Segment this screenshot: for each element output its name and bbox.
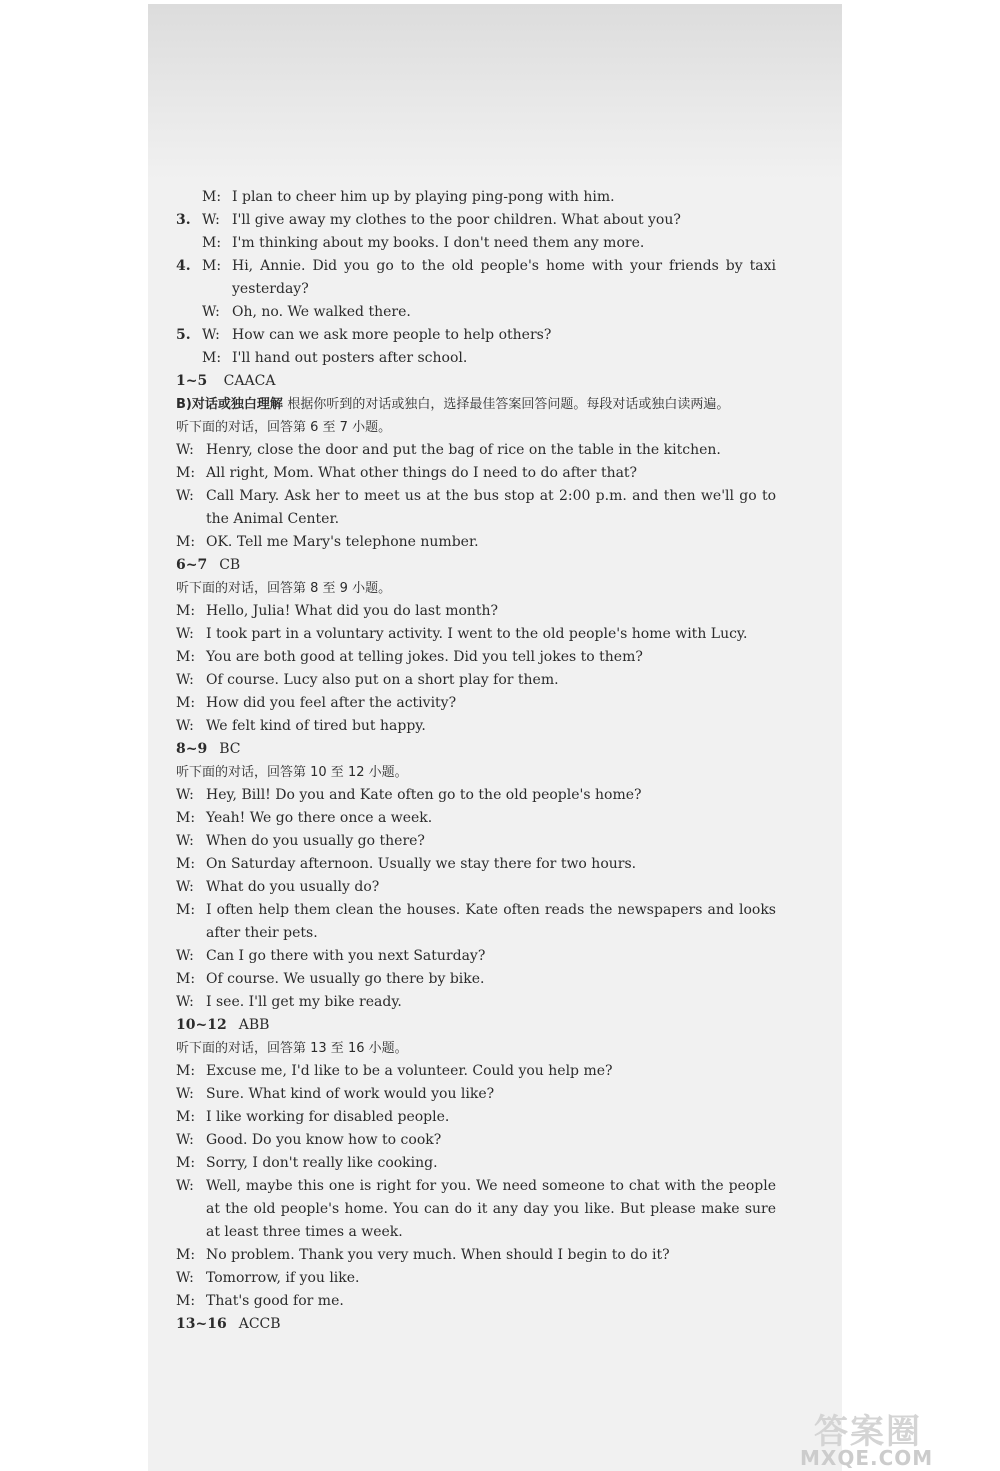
line-text: I'll hand out posters after school. [232,350,468,366]
speaker-label: M: [202,350,222,366]
dialogue-line [176,623,776,646]
line-text: When do you usually go there? [206,833,425,849]
dialogue-line [176,186,776,209]
dialogue-line [176,1060,776,1083]
dialogue-line [176,899,776,945]
speaker-label: W: [176,948,194,964]
dialogue-line [176,1290,776,1313]
answer-line [176,554,776,577]
speaker-label: M: [176,1109,196,1125]
line-text: Sorry, I don't really like cooking. [206,1155,438,1171]
section-header [176,393,776,416]
line-text: Hello, Julia! What did you do last month? [206,603,499,619]
line-text: You are both good at telling jokes. Did you tell jokes to them? [206,649,643,665]
dialogue-line [176,1175,776,1244]
line-text: Good. Do you know how to cook? [206,1132,442,1148]
answer-line [176,1014,776,1037]
watermark-logo: 答案圈 [814,1412,922,1452]
speaker-label: M: [176,603,196,619]
line-text: How did you feel after the activity? [206,695,457,711]
line-text: That's good for me. [206,1293,344,1309]
line-text: I'll give away my clothes to the poor children. What about you? [232,212,681,228]
answer-range: 13~16 [176,1316,227,1332]
speaker-label: W: [176,1178,194,1194]
speaker-label: M: [176,1293,196,1309]
line-text: We felt kind of tired but happy. [206,718,426,734]
line-text: I plan to cheer him up by playing ping-pong with him. [232,189,615,205]
line-text: I see. I'll get my bike ready. [206,994,402,1010]
speaker-label: W: [176,442,194,458]
speaker-label: W: [176,1086,194,1102]
answer-letters: ACCB [238,1316,281,1332]
speaker-label: W: [176,994,194,1010]
watermark-url: MXQE.COM [800,1446,934,1470]
answer-letters: BC [219,741,241,757]
dialogue-line [176,1152,776,1175]
speaker-label: W: [176,1270,194,1286]
line-text: Oh, no. We walked there. [232,304,411,320]
answer-range: 8~9 [176,741,208,757]
dialogue-line [176,692,776,715]
dialogue-line [176,1129,776,1152]
section-title: B)对话或独白理解 [176,397,283,412]
speaker-label: M: [176,1063,196,1079]
section-description: 根据你听到的对话或独白，选择最佳答案回答问题。每段对话或独白读两遍。 [287,397,730,412]
answer-line [176,1313,776,1336]
dialogue-line [176,876,776,899]
dialogue-line [176,945,776,968]
dialogue-line [176,968,776,991]
speaker-label: W: [176,672,194,688]
speaker-label: M: [176,971,196,987]
line-text: I often help them clean the houses. Kate often reads the newspapers and looks after their pets. [206,902,776,941]
dialogue-line [176,232,776,255]
speaker-label: W: [176,879,194,895]
dialogue-line [176,255,776,301]
dialogue-line [176,1267,776,1290]
dialogue-line [176,1083,776,1106]
line-text: All right, Mom. What other things do I need to do after that? [206,465,638,481]
dialogue-line [176,1106,776,1129]
dialogue-line [176,600,776,623]
speaker-label: M: [176,902,196,918]
line-text: Hi, Annie. Did you go to the old people's home with your friends by taxi yesterday? [232,258,776,297]
question-number: 4. [176,258,191,274]
dialogue-line [176,669,776,692]
watermark [792,1404,992,1468]
speaker-label: M: [202,235,222,251]
answer-letters: CB [219,557,241,573]
dialogue-line [176,715,776,738]
dialogue-line [176,439,776,462]
line-text: On Saturday afternoon. Usually we stay there for two hours. [206,856,637,872]
answer-range: 10~12 [176,1017,227,1033]
dialogue-line [176,991,776,1014]
speaker-label: M: [176,856,196,872]
line-text: Call Mary. Ask her to meet us at the bus stop at 2:00 p.m. and then we'll go to the Animal Center. [206,488,776,527]
line-text: Yeah! We go there once a week. [206,810,433,826]
speaker-label: M: [176,695,196,711]
dialogue-prompt: 听下面的对话，回答第 8 至 9 小题。 [176,581,392,596]
line-text: Excuse me, I'd like to be a volunteer. Could you help me? [206,1063,613,1079]
dialogue-prompt: 听下面的对话，回答第 6 至 7 小题。 [176,420,392,435]
line-text: Hey, Bill! Do you and Kate often go to the old people's home? [206,787,642,803]
line-text: What do you usually do? [206,879,380,895]
dialogue-list [176,416,776,1336]
speaker-label: M: [176,465,196,481]
speaker-label: W: [176,833,194,849]
speaker-label: M: [176,1247,196,1263]
answer-letters: CAACA [223,373,276,389]
answer-range: 1~5 [176,373,208,389]
speaker-label: M: [176,1155,196,1171]
speaker-label: W: [176,626,194,642]
line-text: Tomorrow, if you like. [206,1270,360,1286]
speaker-label: W: [202,327,220,343]
dialogue-line [176,807,776,830]
answer-line [176,370,776,393]
answer-key-content [176,186,776,1336]
dialogue-line [176,784,776,807]
question-number: 3. [176,212,191,228]
line-text: Of course. Lucy also put on a short play for them. [206,672,559,688]
line-text: I like working for disabled people. [206,1109,450,1125]
dialogue-line [176,1244,776,1267]
line-text: Henry, close the door and put the bag of rice on the table in the kitchen. [206,442,721,458]
dialogue-line [176,531,776,554]
speaker-label: W: [176,718,194,734]
line-text: I'm thinking about my books. I don't need them any more. [232,235,645,251]
dialogue-line [176,853,776,876]
dialogue-line [176,301,776,324]
answer-letters: ABB [238,1017,270,1033]
speaker-label: M: [176,649,196,665]
answer-range: 6~7 [176,557,208,573]
speaker-label: M: [202,258,222,274]
line-text: I took part in a voluntary activity. I went to the old people's home with Lucy. [206,626,748,642]
dialogue-line [176,646,776,669]
dialogue-prompt: 听下面的对话，回答第 13 至 16 小题。 [176,1041,408,1056]
speaker-label: W: [176,488,194,504]
dialogue-line [176,347,776,370]
speaker-label: W: [202,304,220,320]
speaker-label: M: [176,810,196,826]
speaker-label: M: [202,189,222,205]
speaker-label: W: [176,1132,194,1148]
dialogue-line [176,324,776,347]
line-text: Of course. We usually go there by bike. [206,971,485,987]
speaker-label: M: [176,534,196,550]
speaker-label: W: [176,787,194,803]
dialogue-line [176,830,776,853]
answer-line [176,738,776,761]
line-text: Can I go there with you next Saturday? [206,948,486,964]
line-text: Sure. What kind of work would you like? [206,1086,495,1102]
page-shadow [148,4,842,180]
line-text: How can we ask more people to help others? [232,327,552,343]
line-text: No problem. Thank you very much. When should I begin to do it? [206,1247,670,1263]
speaker-label: W: [202,212,220,228]
question-number: 5. [176,327,191,343]
line-text: OK. Tell me Mary's telephone number. [206,534,479,550]
dialogue-line [176,485,776,531]
dialogue-line [176,462,776,485]
dialogue-prompt: 听下面的对话，回答第 10 至 12 小题。 [176,765,408,780]
dialogue-line [176,209,776,232]
line-text: Well, maybe this one is right for you. We need someone to chat with the people at the old people's home. You can do it any day you like. But please make sure at least three times a week. [206,1178,776,1240]
